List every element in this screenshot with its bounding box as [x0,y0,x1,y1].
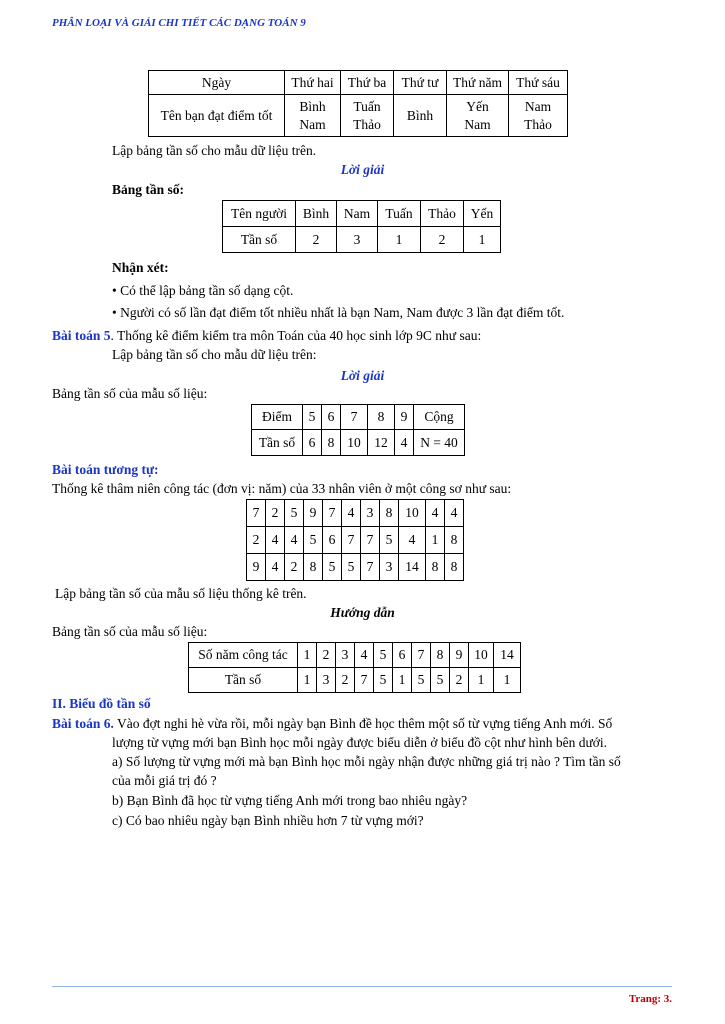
cell: 3 [317,668,336,693]
cell: 5 [380,527,399,554]
cell: Điểm [252,405,303,430]
freq-sample-label-2: Bảng tần số của mẫu số liệu: [52,624,208,639]
seniority-frequency-table [188,642,521,693]
cell: 1 [298,668,317,693]
cell: Số năm công tác [189,643,298,668]
cell: 2 [247,527,266,554]
cell: 1 [494,668,521,693]
cell: 3 [380,554,399,581]
solution-title-2: Lời giải [340,368,385,383]
cell: Thứ sáu [509,71,568,95]
remark-label: Nhận xét: [112,260,169,275]
cell: Yến Nam [447,95,509,137]
cell: Nam Thảo [509,95,568,137]
cell: 8 [431,643,450,668]
cell: 8 [304,554,323,581]
remark-2: • Người có số lần đạt điểm tốt nhiều nhất là bạn Nam, Nam được 3 lần đạt điểm tốt. [112,305,565,320]
cell: 5 [374,668,393,693]
similar-task: Lập bảng tần số của mẫu số liệu thống kê trên. [55,586,307,601]
cell: 8 [426,554,445,581]
cell: 14 [399,554,426,581]
problem-6-line2: lượng từ vựng mới bạn Bình học mỗi ngày được biểu diễn ở biểu đồ cột như hình bên dưới. [112,735,608,750]
cell: 12 [368,430,395,456]
cell: 9 [247,554,266,581]
name-frequency-table [222,200,501,253]
cell: Tần số [189,668,298,693]
cell: Thảo [421,201,464,227]
solution-title: Lời giải [340,162,385,177]
problem-5-task: Lập bảng tần số cho mẫu dữ liệu trên: [112,347,317,362]
cell: 1 [298,643,317,668]
score-frequency-table [251,404,465,456]
cell: 4 [355,643,374,668]
cell: 9 [395,405,414,430]
cell: 2 [296,227,337,253]
guide-title: Hướng dẫn [330,605,395,620]
cell: 5 [304,527,323,554]
cell: Thứ năm [447,71,509,95]
cell: 4 [266,554,285,581]
cell: 9 [450,643,469,668]
cell: 6 [323,527,342,554]
freq-sample-label: Bảng tần số của mẫu số liệu: [52,386,208,401]
cell: 8 [380,500,399,527]
cell: 1 [378,227,421,253]
cell: 4 [399,527,426,554]
cell: 1 [393,668,412,693]
cell: 7 [361,527,380,554]
cell: Yến [464,201,501,227]
cell: 10 [399,500,426,527]
cell: 10 [341,430,368,456]
cell: 10 [469,643,494,668]
page-header: PHÂN LOẠI VÀ GIẢI CHI TIẾT CÁC DẠNG TOÁN 9 [52,17,306,29]
cell: Ngày [149,71,285,95]
similar-text: Thống kê thâm niên công tác (đơn vị: năm) của 33 nhân viên ở một công sơ như sau: [52,481,512,496]
cell: 2 [450,668,469,693]
page-number: Trang: 3. [628,993,672,1005]
cell: 7 [247,500,266,527]
cell: 6 [393,643,412,668]
seniority-data-table [246,499,464,581]
cell: Bình [394,95,447,137]
cell: 5 [285,500,304,527]
freq-table-label: Bảng tần số: [112,182,185,197]
cell: 5 [374,643,393,668]
cell: 5 [303,405,322,430]
cell: 2 [317,643,336,668]
cell: 3 [337,227,378,253]
cell: 7 [355,668,374,693]
footer-divider [52,986,672,987]
cell: Bình Nam [285,95,341,137]
cell: Nam [337,201,378,227]
cell: 1 [426,527,445,554]
cell: 5 [323,554,342,581]
section-2-title: II. Biểu đồ tần số [52,696,151,711]
cell: Thứ tư [394,71,447,95]
cell: 7 [341,405,368,430]
cell: 8 [322,430,341,456]
cell: 7 [323,500,342,527]
similar-label: Bài toán tương tự: [52,462,159,477]
cell: 2 [285,554,304,581]
cell: 2 [266,500,285,527]
cell: Tên bạn đạt điểm tốt [149,95,285,137]
cell: Tuấn [378,201,421,227]
cell: 3 [336,643,355,668]
cell: 8 [445,554,464,581]
cell: 7 [361,554,380,581]
cell: 4 [426,500,445,527]
cell: 4 [395,430,414,456]
cell: 9 [304,500,323,527]
cell: 8 [368,405,395,430]
problem-6-b: b) Bạn Bình đã học từ vựng tiếng Anh mới trong bao nhiêu ngày? [112,793,468,808]
remark-1: • Có thể lập bảng tần số dạng cột. [112,283,294,298]
cell: Tần số [223,227,296,253]
cell: 4 [285,527,304,554]
cell: Bình [296,201,337,227]
cell: Cộng [414,405,465,430]
problem-6: Bài toán 6. Vào đợt nghi hè vừa rồi, mỗi ngày bạn Bình đề học thêm một số từ vựng tiếng Anh mới. Số [52,716,613,731]
good-score-table [148,70,568,137]
cell: 1 [464,227,501,253]
cell: 14 [494,643,521,668]
cell: Tần số [252,430,303,456]
cell: 8 [445,527,464,554]
problem-6-a2: của mỗi giá trị đó ? [112,773,217,788]
cell: Tên người [223,201,296,227]
cell: 3 [361,500,380,527]
cell: 6 [303,430,322,456]
cell: 7 [342,527,361,554]
cell: 1 [469,668,494,693]
cell: Tuấn Thảo [341,95,394,137]
cell: 5 [431,668,450,693]
cell: 2 [336,668,355,693]
cell: 4 [266,527,285,554]
cell: 5 [342,554,361,581]
task-text: Lập bảng tần số cho mẫu dữ liệu trên. [112,143,317,158]
cell: 5 [412,668,431,693]
problem-6-a1: a) Số lượng từ vựng mới mà bạn Bình học mỗi ngày nhận được những giá trị nào ? Tìm tần số [112,754,621,769]
cell: Thứ ba [341,71,394,95]
cell: 7 [412,643,431,668]
cell: 2 [421,227,464,253]
cell: 6 [322,405,341,430]
cell: N = 40 [414,430,465,456]
cell: 4 [445,500,464,527]
problem-5: Bài toán 5. Thống kê điểm kiểm tra môn Toán của 40 học sinh lớp 9C như sau: [52,328,482,343]
cell: 4 [342,500,361,527]
problem-6-c: c) Có bao nhiêu ngày bạn Bình nhiều hơn 7 từ vựng mới? [112,813,424,828]
cell: Thứ hai [285,71,341,95]
